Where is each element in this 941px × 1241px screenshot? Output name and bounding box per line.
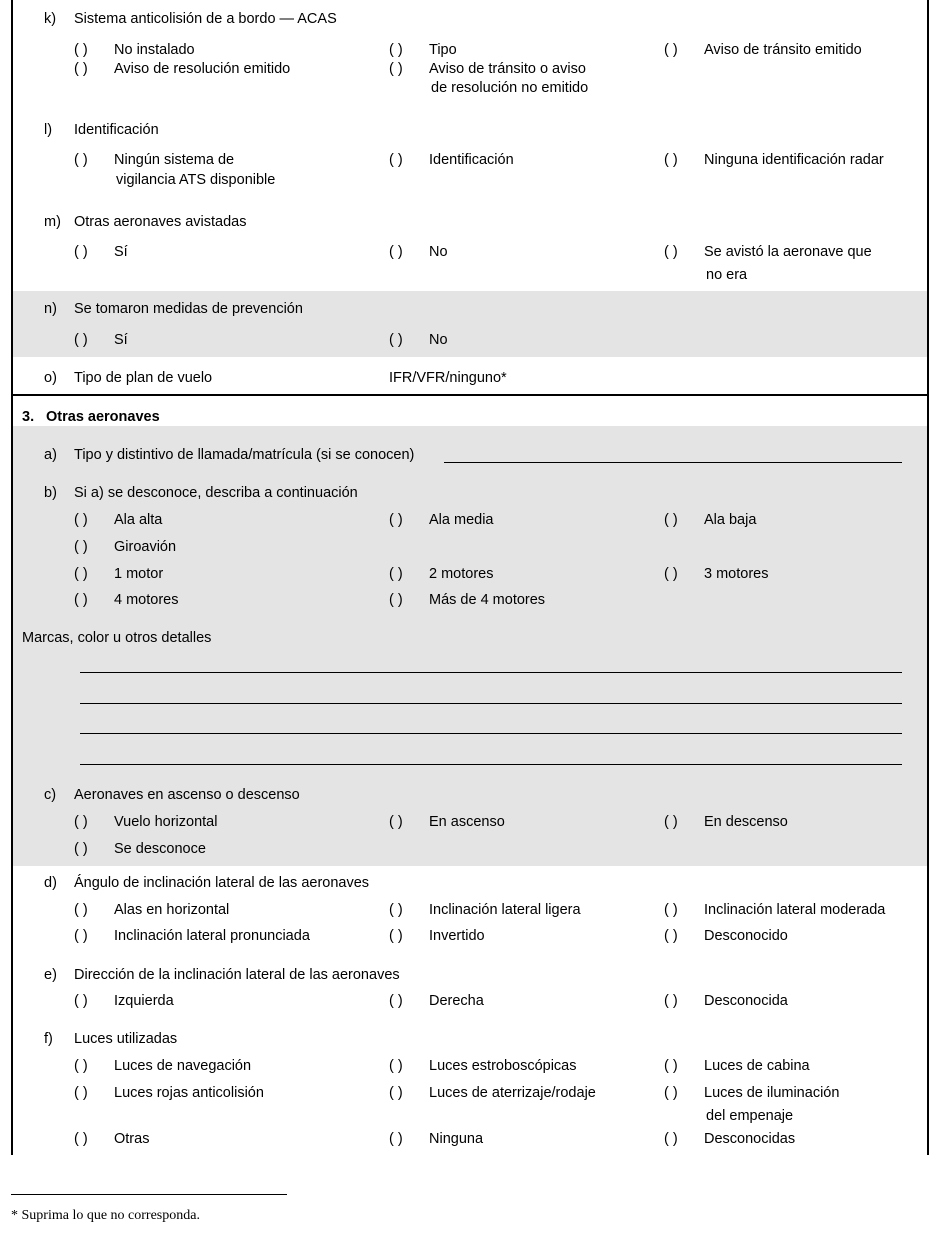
item-label-k: k) xyxy=(44,11,57,27)
option-label: Invertido xyxy=(429,928,485,944)
option-label: Luces de cabina xyxy=(704,1058,810,1074)
option-label: Inclinación lateral moderada xyxy=(704,902,886,918)
item-label-e: e) xyxy=(44,967,57,983)
item-label-o: o) xyxy=(44,370,57,386)
checkbox-paren[interactable]: ( ) xyxy=(664,512,678,528)
fill-in-line[interactable] xyxy=(80,703,902,704)
option-label: Luces de navegación xyxy=(114,1058,252,1074)
option-label: Desconocidas xyxy=(704,1131,796,1147)
footnote: * Suprima lo que no corresponda. xyxy=(11,1208,200,1223)
checkbox-paren[interactable]: ( ) xyxy=(74,841,88,857)
option-label: Alas en horizontal xyxy=(114,902,230,918)
checkbox-paren[interactable]: ( ) xyxy=(389,1131,403,1147)
item-title-e: Dirección de la inclinación lateral de las aeronaves xyxy=(74,967,400,983)
item-title-o: Tipo de plan de vuelo xyxy=(74,370,213,386)
checkbox-paren[interactable]: ( ) xyxy=(389,928,403,944)
checkbox-paren[interactable]: ( ) xyxy=(389,152,403,168)
checkbox-paren[interactable]: ( ) xyxy=(74,993,88,1009)
checkbox-paren[interactable]: ( ) xyxy=(664,928,678,944)
fill-in-line[interactable] xyxy=(444,462,902,463)
option-label: 1 motor xyxy=(114,566,164,582)
item-title-l: Identificación xyxy=(74,122,159,138)
item-label-a: a) xyxy=(44,447,57,463)
section-title: Otras aeronaves xyxy=(46,409,160,425)
option-label: Desconocida xyxy=(704,993,788,1009)
option-label: Ala alta xyxy=(114,512,163,528)
checkbox-paren[interactable]: ( ) xyxy=(389,993,403,1009)
item-title-a: Tipo y distintivo de llamada/matrícula (si se conocen) xyxy=(74,447,415,463)
checkbox-paren[interactable]: ( ) xyxy=(74,1131,88,1147)
checkbox-paren[interactable]: ( ) xyxy=(664,1085,678,1101)
option-label: de resolución no emitido xyxy=(431,80,589,96)
checkbox-paren[interactable]: ( ) xyxy=(74,1058,88,1074)
checkbox-paren[interactable]: ( ) xyxy=(664,566,678,582)
checkbox-paren[interactable]: ( ) xyxy=(74,1085,88,1101)
option-label: Sí xyxy=(114,244,128,260)
option-label: Aviso de tránsito emitido xyxy=(704,42,862,58)
option-label: En ascenso xyxy=(429,814,505,830)
option-label: Ala media xyxy=(429,512,494,528)
checkbox-paren[interactable]: ( ) xyxy=(74,814,88,830)
item-label-b: b) xyxy=(44,485,57,501)
fill-in-line[interactable] xyxy=(80,733,902,734)
option-label: Luces de iluminación xyxy=(704,1085,840,1101)
checkbox-paren[interactable]: ( ) xyxy=(74,61,88,77)
option-label: En descenso xyxy=(704,814,788,830)
checkbox-paren[interactable]: ( ) xyxy=(74,244,88,260)
option-label: vigilancia ATS disponible xyxy=(116,172,276,188)
flight-plan-value: IFR/VFR/ninguno* xyxy=(389,370,507,386)
item-label-n: n) xyxy=(44,301,57,317)
option-label: Desconocido xyxy=(704,928,788,944)
option-label: No instalado xyxy=(114,42,195,58)
option-label: Izquierda xyxy=(114,993,174,1009)
checkbox-paren[interactable]: ( ) xyxy=(664,814,678,830)
checkbox-paren[interactable]: ( ) xyxy=(664,902,678,918)
option-label: Ninguna xyxy=(429,1131,484,1147)
option-label: Más de 4 motores xyxy=(429,592,546,608)
checkbox-paren[interactable]: ( ) xyxy=(389,42,403,58)
option-label: Luces rojas anticolisión xyxy=(114,1085,264,1101)
checkbox-paren[interactable]: ( ) xyxy=(74,42,88,58)
option-label: Tipo xyxy=(429,42,457,58)
option-label: Sí xyxy=(114,332,128,348)
checkbox-paren[interactable]: ( ) xyxy=(389,592,403,608)
item-title-f: Luces utilizadas xyxy=(74,1031,178,1047)
option-label: Ninguna identificación radar xyxy=(704,152,884,168)
checkbox-paren[interactable]: ( ) xyxy=(74,539,88,555)
option-label: Identificación xyxy=(429,152,514,168)
checkbox-paren[interactable]: ( ) xyxy=(74,902,88,918)
fill-in-line[interactable] xyxy=(80,672,902,673)
option-label: del empenaje xyxy=(706,1108,794,1124)
checkbox-paren[interactable]: ( ) xyxy=(389,512,403,528)
option-label: Ningún sistema de xyxy=(114,152,235,168)
checkbox-paren[interactable]: ( ) xyxy=(389,1085,403,1101)
item-label-m: m) xyxy=(44,214,61,230)
checkbox-paren[interactable]: ( ) xyxy=(74,152,88,168)
option-label: Se desconoce xyxy=(114,841,206,857)
checkbox-paren[interactable]: ( ) xyxy=(74,332,88,348)
option-label: Luces estroboscópicas xyxy=(429,1058,577,1074)
checkbox-paren[interactable]: ( ) xyxy=(389,902,403,918)
option-label: No xyxy=(429,244,448,260)
checkbox-paren[interactable]: ( ) xyxy=(389,332,403,348)
option-label: 4 motores xyxy=(114,592,179,608)
right-border xyxy=(927,0,929,1155)
item-title-n: Se tomaron medidas de prevención xyxy=(74,301,303,317)
option-label: Se avistó la aeronave que xyxy=(704,244,872,260)
fill-in-line[interactable] xyxy=(80,764,902,765)
option-label: Vuelo horizontal xyxy=(114,814,218,830)
item-title-k: Sistema anticolisión de a bordo — ACAS xyxy=(74,11,337,27)
marks-label: Marcas, color u otros detalles xyxy=(22,630,212,646)
option-label: Aviso de tránsito o aviso xyxy=(429,61,586,77)
item-title-b: Si a) se desconoce, describa a continuación xyxy=(74,485,358,501)
checkbox-paren[interactable]: ( ) xyxy=(74,566,88,582)
checkbox-paren[interactable]: ( ) xyxy=(664,152,678,168)
option-label: Luces de aterrizaje/rodaje xyxy=(429,1085,596,1101)
item-title-c: Aeronaves en ascenso o descenso xyxy=(74,787,300,803)
option-label: no era xyxy=(706,267,748,283)
checkbox-paren[interactable]: ( ) xyxy=(74,928,88,944)
checkbox-paren[interactable]: ( ) xyxy=(664,42,678,58)
checkbox-paren[interactable]: ( ) xyxy=(389,566,403,582)
item-title-d: Ángulo de inclinación lateral de las aeronaves xyxy=(74,875,370,891)
checkbox-paren[interactable]: ( ) xyxy=(74,512,88,528)
checkbox-paren[interactable]: ( ) xyxy=(664,1058,678,1074)
option-label: Otras xyxy=(114,1131,150,1147)
checkbox-paren[interactable]: ( ) xyxy=(389,1058,403,1074)
option-label: Giroavión xyxy=(114,539,177,555)
checkbox-paren[interactable]: ( ) xyxy=(389,61,403,77)
option-label: 2 motores xyxy=(429,566,494,582)
item-label-l: l) xyxy=(44,122,53,138)
option-label: 3 motores xyxy=(704,566,769,582)
checkbox-paren[interactable]: ( ) xyxy=(664,1131,678,1147)
section-divider xyxy=(11,394,929,396)
checkbox-paren[interactable]: ( ) xyxy=(74,592,88,608)
item-title-m: Otras aeronaves avistadas xyxy=(74,214,247,230)
option-label: Inclinación lateral pronunciada xyxy=(114,928,310,944)
checkbox-paren[interactable]: ( ) xyxy=(664,244,678,260)
item-label-f: f) xyxy=(44,1031,53,1047)
option-label: Derecha xyxy=(429,993,484,1009)
checkbox-paren[interactable]: ( ) xyxy=(664,993,678,1009)
left-border xyxy=(11,0,13,1155)
item-label-d: d) xyxy=(44,875,57,891)
footnote-rule xyxy=(11,1194,287,1195)
option-label: Ala baja xyxy=(704,512,757,528)
option-label: Inclinación lateral ligera xyxy=(429,902,581,918)
section-number: 3. xyxy=(22,409,35,425)
item-label-c: c) xyxy=(44,787,57,803)
option-label: No xyxy=(429,332,448,348)
option-label: Aviso de resolución emitido xyxy=(114,61,291,77)
checkbox-paren[interactable]: ( ) xyxy=(389,244,403,260)
checkbox-paren[interactable]: ( ) xyxy=(389,814,403,830)
